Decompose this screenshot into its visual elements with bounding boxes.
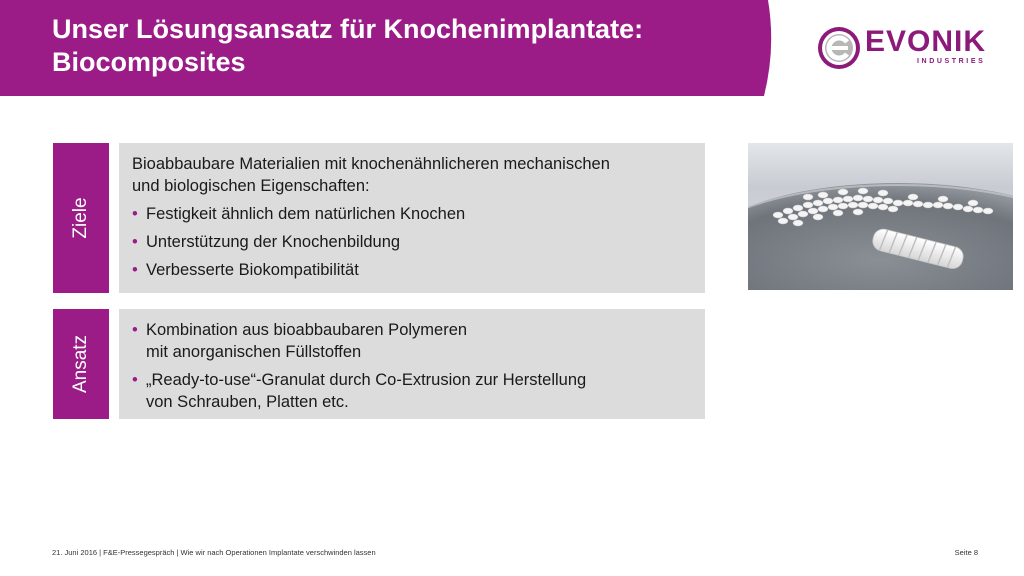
list-item: • Verbesserte Biokompatibilität	[132, 259, 693, 281]
evonik-logo	[817, 26, 987, 70]
granulate-screw-photo	[748, 143, 1013, 290]
ziele-content	[119, 143, 705, 293]
ansatz-bullet-1-line-2: mit anorganischen Füllstoffen	[146, 343, 362, 361]
evonik-logo-icon	[817, 26, 861, 70]
list-item	[132, 319, 693, 363]
footer-info: 21. Juni 2016 | F&E-Pressegespräch | Wie wir nach Operationen Implantate verschwinden lassen	[52, 548, 376, 557]
ziele-intro-line-1: Bioabbaubare Materialien mit knochenähnlicheren mechanischen	[132, 155, 610, 173]
ansatz-bullet-2-line-2: von Schrauben, Platten etc.	[146, 393, 349, 411]
logo-wordmark: EVONIK	[865, 25, 987, 58]
ansatz-label: Ansatz	[70, 334, 91, 394]
ansatz-bullet-2-line-1: „Ready-to-use“-Granulat durch Co-Extrusion zur Herstellung	[146, 371, 587, 389]
ansatz-bullet-list	[132, 319, 693, 413]
ziele-intro-line-2: und biologischen Eigenschaften:	[132, 177, 370, 195]
ziele-intro	[132, 153, 693, 197]
list-item: • Festigkeit ähnlich dem natürlichen Knochen	[132, 203, 693, 225]
title-line-2: Biocomposites	[52, 47, 246, 77]
list-item	[132, 369, 693, 413]
ansatz-bullet-1-line-1: Kombination aus bioabbaubaren Polymeren	[146, 321, 468, 339]
ziele-label: Ziele	[70, 197, 91, 239]
page-title	[52, 13, 742, 79]
logo-subline: INDUSTRIES	[917, 58, 986, 65]
photo-illustration	[748, 143, 1013, 290]
title-line-1: Unser Lösungsansatz für Knochenimplantate:	[52, 14, 644, 44]
ziele-bullet-list	[132, 203, 693, 281]
ansatz-label-box	[53, 309, 109, 419]
ziele-label-box	[53, 143, 109, 293]
list-item: • Unterstützung der Knochenbildung	[132, 231, 693, 253]
page-number: Seite 8	[954, 548, 978, 557]
ansatz-content	[119, 309, 705, 419]
